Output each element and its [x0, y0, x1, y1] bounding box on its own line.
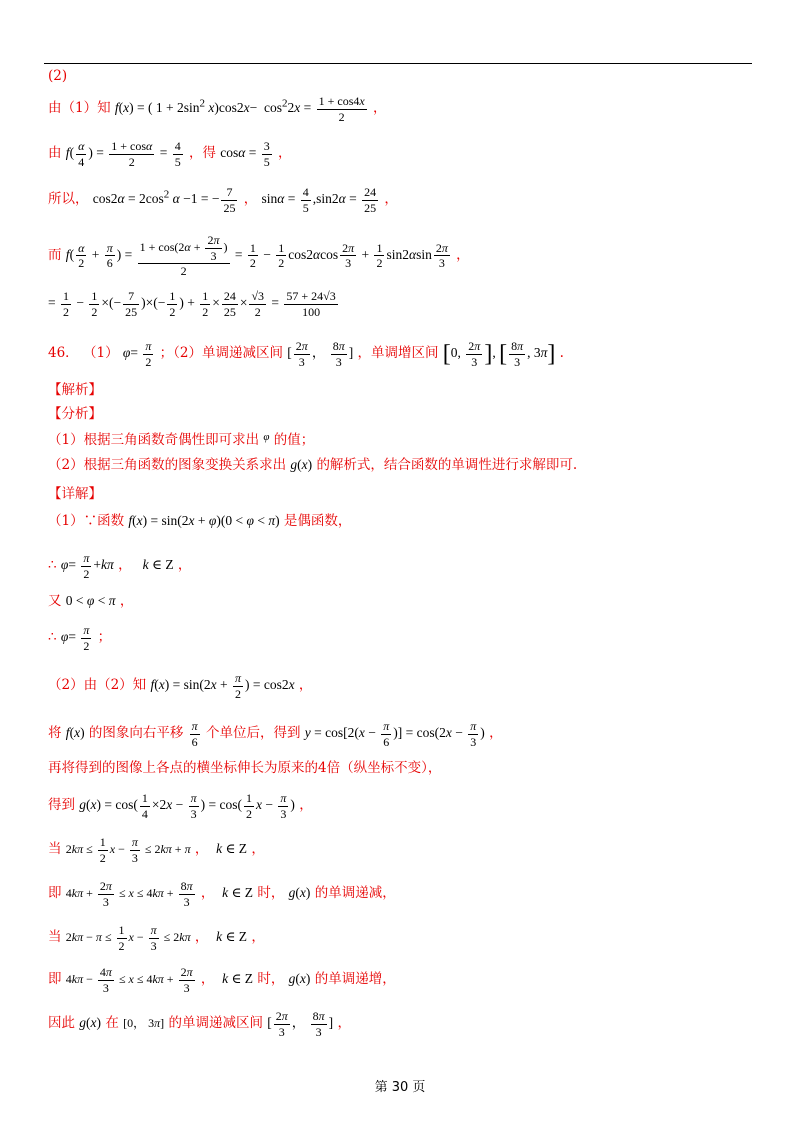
detail-1-suffix: 是偶函数， [283, 513, 352, 529]
jiexi-heading: 【解析】 [48, 382, 102, 398]
q46-part1-label: （1） [82, 345, 119, 362]
detail-10-formula: 4kπ + $\frac{2\pi}{3}$ ≤ x ≤ 4kπ + $\frac{8\pi}{3}$ [65, 879, 193, 909]
detail-1-formula: f(x) = sin(2x + φ)(0 < φ < π) [128, 513, 280, 528]
detail-2-prefix: ∴ [48, 557, 57, 574]
q46-mid1: ；（2）单调递减区间 [159, 345, 283, 362]
detail-10 [48, 880, 396, 908]
detail-9-comma: ， [194, 840, 209, 857]
detail-9 [48, 836, 265, 864]
detail-1-prefix: （1）∵函数 [48, 513, 125, 529]
detail-6-mid: 的图象向右平移 [88, 725, 184, 742]
detail-11-formula: 2kπ − π ≤ $\frac{1}{2}$ x − $\frac{\pi}{3}$ ≤ 2kπ [65, 923, 191, 953]
detail-2-end: ， [177, 557, 192, 574]
detail-12-suffix: 的单调递增， [314, 970, 396, 987]
detail-9-suffix: ， [251, 840, 265, 857]
line-2-mid: ，得 [188, 145, 216, 162]
detail-5-suffix: ， [298, 677, 313, 694]
line-1-prefix: 由（1）知 [48, 100, 111, 117]
line-2-formula-a: f( $\frac{\alpha}{4}$ ) = $\frac{1 + \cos\alpha}{2}$ = $\frac{4}{5}$ [65, 139, 181, 169]
line-3-mid: ， [243, 191, 258, 208]
detail-12-gx: g(x) [288, 970, 311, 986]
detail-13-interval: [ $\frac{2\pi}{3}$ ， $\frac{8\pi}{3}$ ] [267, 1009, 334, 1039]
detail-10-comma: ， [200, 884, 215, 901]
detail-10-suffix: 的单调递减， [314, 884, 396, 901]
detail-3-prefix: 又 [48, 593, 62, 609]
line-4-formula: f( $\frac{\alpha}{2}$ + $\frac{\pi}{6}$ ) = 1 + cos(2α + $\frac{2\pi}{3}$ ) 2 = $\frac{1}{2}$ − $\frac{1}{2}$ cos2αcos $\frac{2\pi}{3}$ + $\frac{1}{2}$ sin2αsin $\frac{2\pi}{3}$ [65, 233, 448, 279]
fenxi-1-end: 的值； [273, 432, 315, 448]
fenxi-2-end: 的解析式，结合函数的单调性进行求解即可. [316, 457, 578, 473]
detail-10-mid: 时， [257, 884, 285, 901]
line-2-prefix: 由 [48, 145, 62, 162]
page-number: 第 30 页 [374, 1080, 426, 1095]
detail-10-gx: g(x) [288, 884, 311, 900]
detail-7: 再将得到的图像上各点的横坐标伸长为原来的4倍（纵坐标不变）， [48, 760, 442, 776]
detail-13 [48, 1010, 351, 1038]
detail-6-suffix: ， [489, 725, 503, 742]
detail-8 [48, 792, 313, 820]
fenxi-2-symbol: g(x) [290, 457, 313, 472]
q46-number: 46． [48, 345, 79, 362]
detail-11-suffix: ， [251, 928, 265, 945]
fenxi-1-symbol: φ [263, 431, 270, 443]
detail-1 [48, 514, 351, 529]
detail-6-fx: f(x) [65, 725, 85, 741]
detail-13-domain: [0， 3π] [123, 1016, 165, 1031]
detail-4-prefix: ∴ [48, 629, 57, 646]
line-3-suffix: ， [384, 191, 398, 208]
line-3-formula-a: $\cos 2\alpha = 2\cos^2$ α −1 = − $\frac{7}{25}$ [92, 185, 236, 215]
detail-3 [48, 594, 133, 609]
fenxi-2-text: （2）根据三角函数的图象变换关系求出 [48, 457, 287, 473]
detail-13-mid2: 的单调递减区间 [168, 1015, 263, 1032]
detail-11-k: k ∈ Z [216, 928, 248, 944]
detail-11 [48, 924, 265, 952]
line-4-prefix: 而 [48, 246, 62, 263]
line-5-formula: = $\frac{1}{2}$ − $\frac{1}{2}$ ×(− $\frac{7}{25}$ )×(− $\frac{1}{2}$ ) + $\frac{1}{2}$ × $\frac{24}{25}$ × $\frac{√3}{2}$ = $\frac{57 + 24√3}{100}$ [48, 289, 336, 319]
detail-2-suffix: ， [118, 557, 132, 574]
part-label: (2) [48, 68, 68, 84]
detail-9-formula: 2kπ ≤ $\frac{1}{2}$ x − $\frac{\pi}{3}$ ≤ 2kπ + π [65, 835, 191, 865]
detail-10-prefix: 即 [48, 884, 62, 901]
xiangjie-heading: 【详解】 [48, 486, 102, 502]
fenxi-point-1 [48, 432, 314, 448]
line-3-prefix: 所以， [48, 191, 89, 208]
q46-phi-value: φ= $\frac{\pi}{2}$ [122, 339, 152, 369]
detail-6-formula: y = cos[2(x − $\frac{\pi}{6}$ )] = cos(2x − $\frac{\pi}{3}$ ) [304, 719, 485, 749]
q46-end: . [559, 345, 564, 362]
detail-8-suffix: ， [299, 797, 313, 814]
line-2-formula-b: cosα = $\frac{3}{5}$ [220, 139, 270, 169]
detail-4-suffix: ； [97, 629, 112, 646]
detail-4-formula: φ= $\frac{\pi}{2}$ [60, 623, 90, 653]
q46-mid2: ，单调增区间 [357, 345, 439, 362]
detail-12-formula: 4kπ − $\frac{4\pi}{3}$ ≤ x ≤ 4kπ + $\frac{2\pi}{3}$ [65, 965, 193, 995]
line-3 [48, 186, 398, 214]
detail-11-prefix: 当 [48, 928, 62, 945]
detail-5 [48, 672, 312, 700]
detail-6-prefix: 将 [48, 725, 62, 742]
line-2 [48, 140, 292, 168]
detail-12-k: k ∈ Z [222, 970, 254, 986]
detail-13-suffix: ， [337, 1015, 351, 1032]
header-rule [44, 63, 752, 64]
detail-2 [48, 552, 191, 580]
line-4 [48, 234, 470, 278]
q46-inc-interval: [0, $\frac{2\pi}{3}$ ], [ $\frac{8\pi}{3}$ , 3π] [442, 339, 556, 369]
q46-dec-interval: [ $\frac{2\pi}{3}$ ， $\frac{8\pi}{3}$ ] [287, 339, 354, 369]
detail-3-formula: 0 < φ < π [65, 593, 116, 608]
fenxi-heading: 【分析】 [48, 406, 102, 422]
line-5 [48, 290, 340, 318]
line-2-suffix: ， [278, 145, 292, 162]
detail-12-comma: ， [200, 970, 215, 987]
detail-6-shift: $\frac{\pi}{6}$ [191, 719, 198, 749]
detail-8-formula: g(x) = cos( $\frac{1}{4}$ ×2x − $\frac{\pi}{3}$ ) = cos( $\frac{1}{2}$ x − $\frac{\pi}{3}$ ) [79, 791, 295, 821]
detail-5-formula: f(x) = sin(2x + $\frac{\pi}{2}$ ) = cos2x [150, 671, 295, 701]
detail-9-prefix: 当 [48, 840, 62, 857]
detail-13-gx: g(x) [79, 1015, 102, 1031]
detail-6-mid2: 个单位后，得到 [205, 725, 301, 742]
detail-2-k: k ∈ Z [142, 557, 174, 573]
detail-8-prefix: 得到 [48, 797, 75, 814]
detail-2-formula: φ= $\frac{\pi}{2}$ +kπ [60, 551, 114, 581]
q46-answer [48, 340, 564, 368]
detail-3-suffix: ， [119, 593, 134, 609]
detail-10-k: k ∈ Z [222, 884, 254, 900]
line-1 [48, 95, 387, 123]
detail-11-comma: ， [194, 928, 209, 945]
detail-4 [48, 624, 111, 652]
fenxi-1-text: （1）根据三角函数奇偶性即可求出 [48, 432, 260, 448]
detail-5-prefix: （2）由（2）知 [48, 677, 147, 694]
fenxi-point-2 [48, 458, 577, 473]
line-1-suffix: ， [373, 100, 387, 117]
detail-13-prefix: 因此 [48, 1015, 75, 1032]
detail-6 [48, 720, 503, 748]
detail-9-k: k ∈ Z [216, 840, 248, 856]
detail-12 [48, 966, 396, 994]
detail-13-mid: 在 [105, 1015, 119, 1032]
line-1-formula: f(x) = ( $1 + 2\sin^2$ $x)\cos 2x- \cos^22x$ = $\frac{1 + \cos 4x}{2}$ [114, 94, 365, 124]
line-4-suffix: ， [456, 246, 470, 263]
detail-12-prefix: 即 [48, 970, 62, 987]
line-3-formula-b: sinα = $\frac{4}{5}$ ,sin2α = $\frac{24}{25}$ [261, 185, 377, 215]
detail-12-mid: 时， [257, 970, 285, 987]
